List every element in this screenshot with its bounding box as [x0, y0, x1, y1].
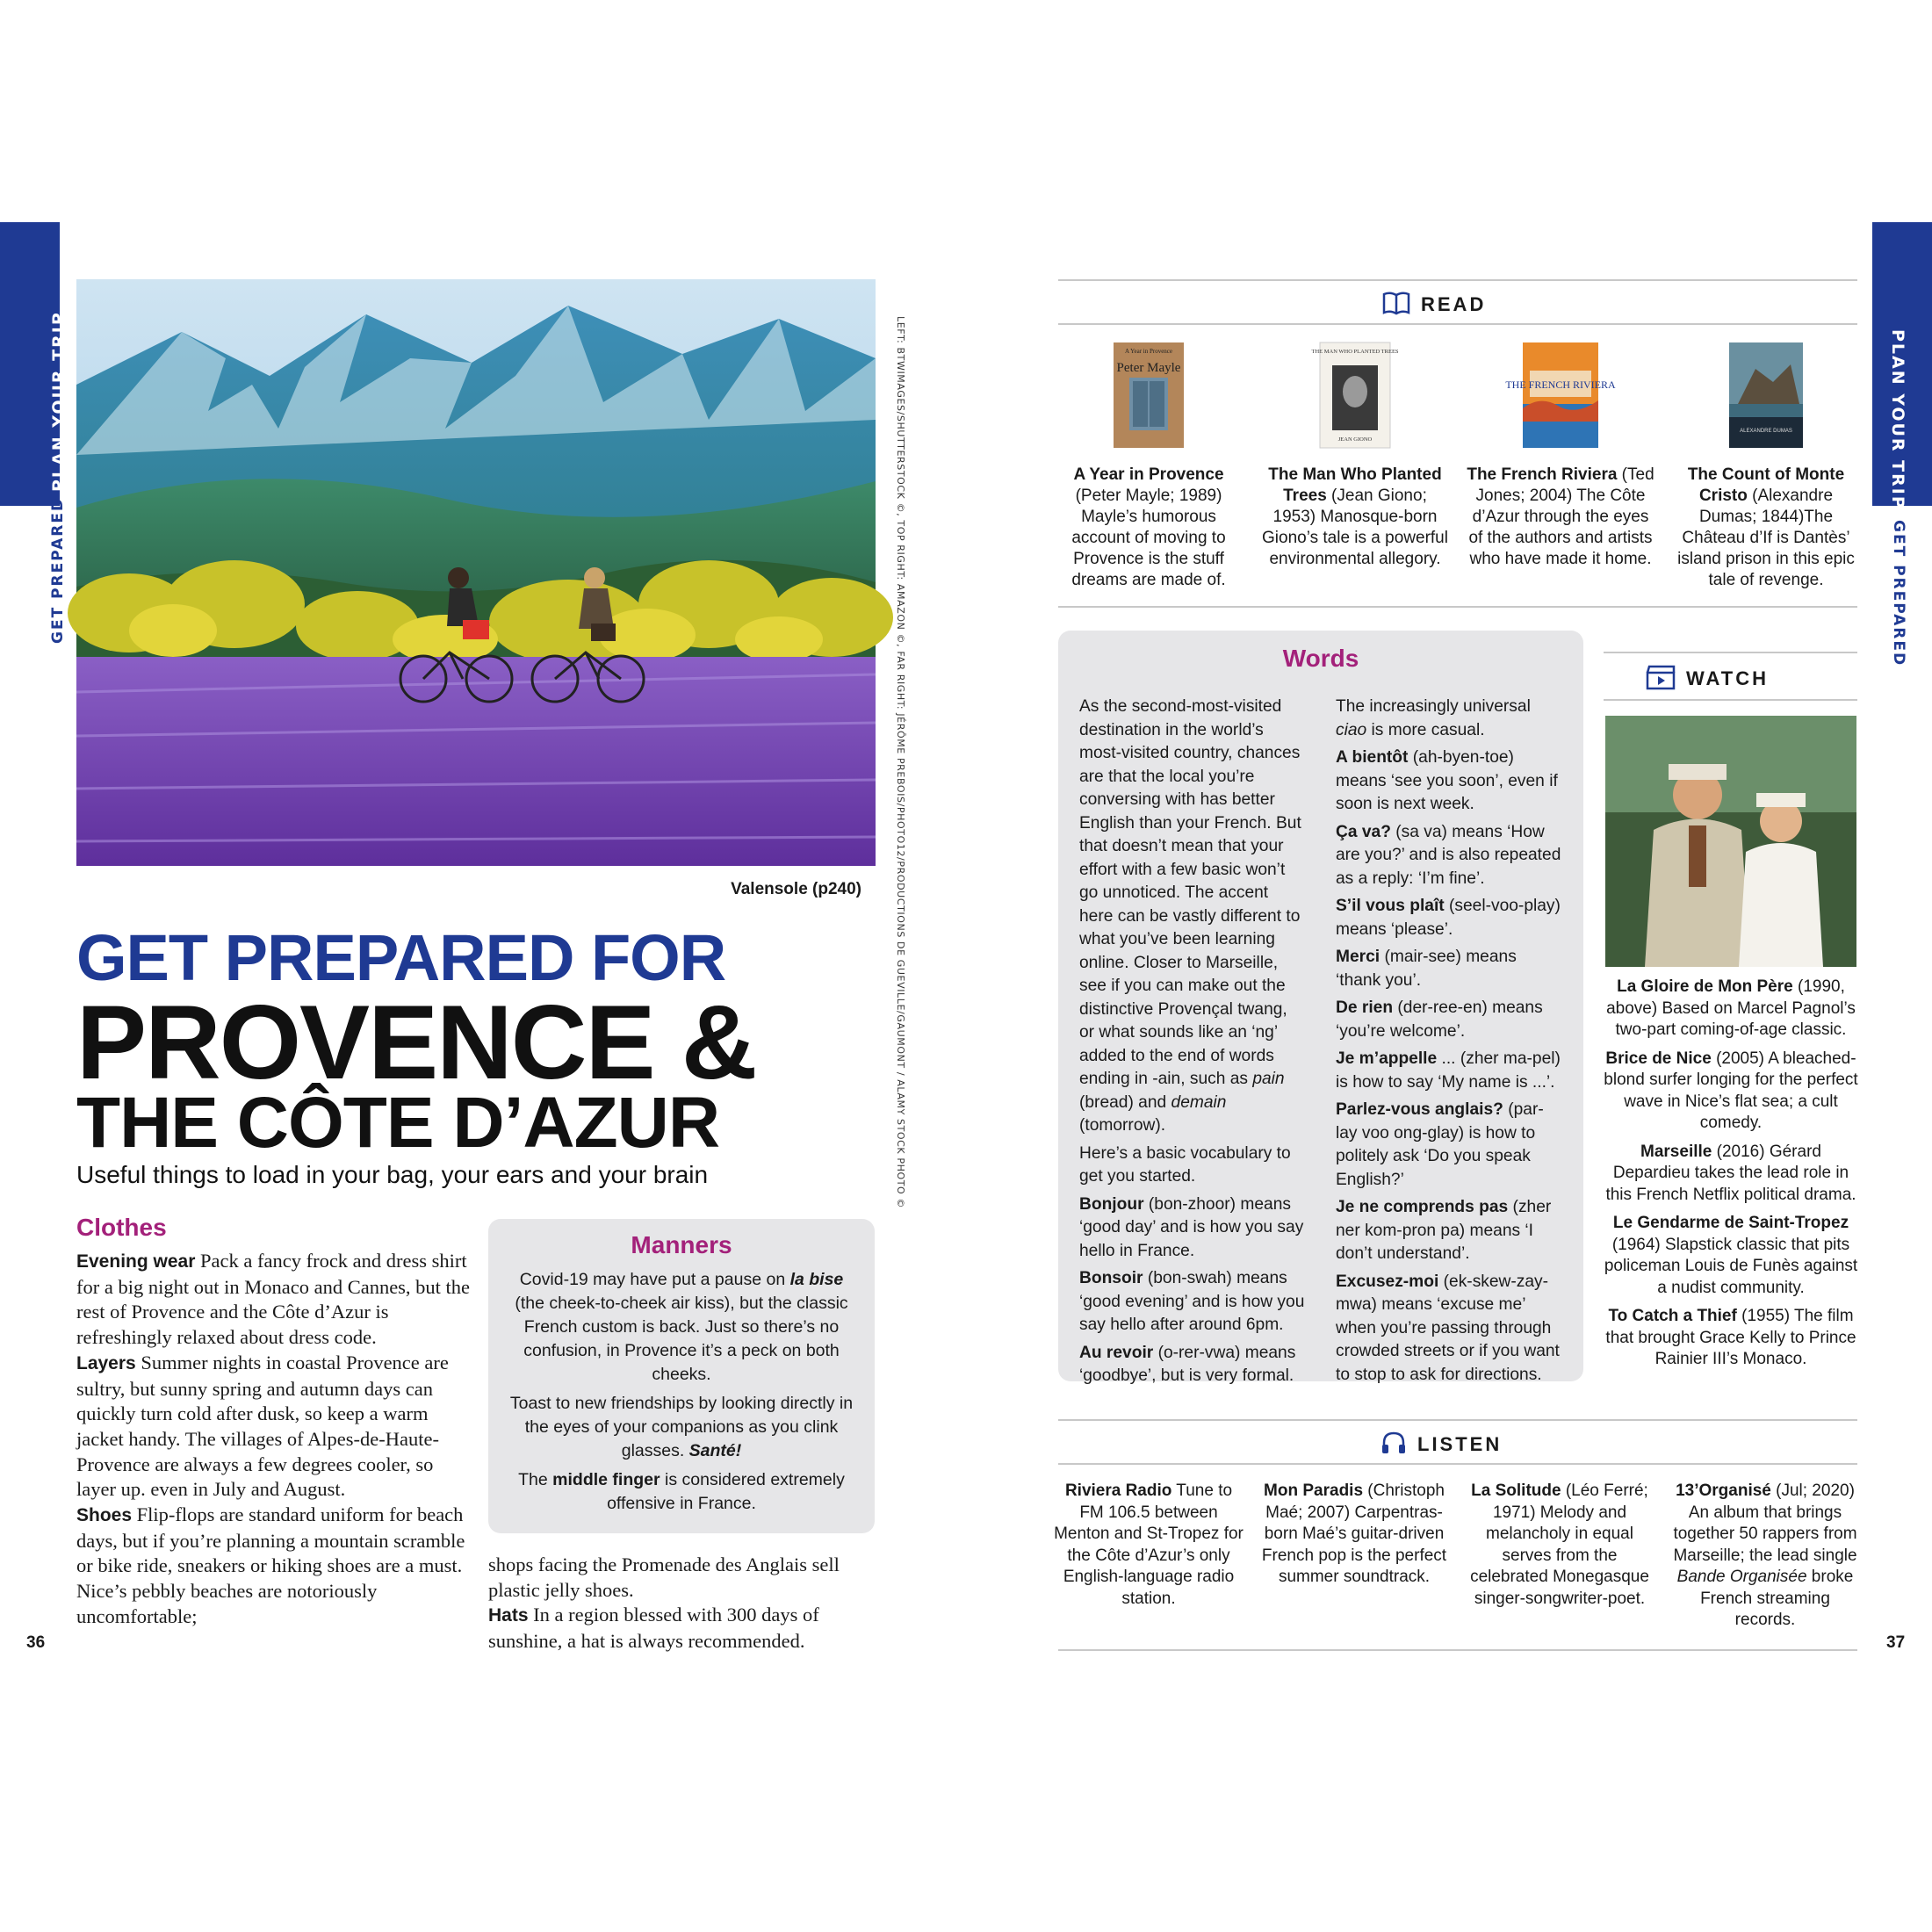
words-term: Bonjour — [1079, 1194, 1144, 1214]
watch-header — [1646, 664, 1769, 690]
headline-line-3: THE CÔTE D’AZUR — [76, 1083, 720, 1163]
words-term: A bientôt — [1336, 748, 1409, 767]
book-cover-text: Peter Mayle — [1116, 361, 1181, 375]
words-text: ... (zher ma-pel) is how to say ‘My name is ...’. — [1336, 1049, 1561, 1092]
listen-description: broke French streaming records. — [1700, 1568, 1854, 1629]
words-text: As the second-most-visited destination in the world’s most-visited country, chances are that the local you’re conversing with has better English than your French. But that doesn’t mean that your effort with a few basic won’t go unnoticed. The accent here can be vastly different to what you’ve been learning online. Closer to Marseille, see if you can make out the distinctive Provençal twang, or what sounds like an ‘ng’ added to the end of words ending in -ain, such as — [1079, 697, 1301, 1088]
book-title: A Year in Provence — [1073, 465, 1224, 484]
book-title: The Man Who Planted Trees — [1268, 465, 1442, 505]
book-cover-image — [1311, 342, 1399, 448]
read-rule-top — [1058, 279, 1857, 281]
clothes-text: Pack a fancy frock and dress shirt for a big night out in Monaco and Cannes, but the rest of Provence and the Côte d’Azur is refreshingly relaxed about dress code. — [76, 1250, 471, 1349]
clothes-term: Layers — [76, 1352, 136, 1373]
clothes-text: In a region blessed with 300 days of sunshine, a hat is always recommended. — [488, 1604, 819, 1653]
clothes-text: Flip-flops are standard uniform for beach days, but if you’re planning a mountain scramble or bike ride, sneakers or hiking shoes are a must. Nice’s pebbly beaches are notoriously uncomfortable; — [76, 1503, 465, 1627]
book-cover-image — [1729, 342, 1803, 448]
words-emphasis: ciao — [1336, 720, 1367, 739]
photo-caption: Valensole (p240) — [731, 880, 861, 898]
listen-item — [1669, 1481, 1862, 1632]
film-item — [1604, 1213, 1858, 1299]
listen-title-text: Riviera Radio — [1064, 1481, 1172, 1500]
words-title: Words — [1282, 645, 1359, 672]
film-description: (1955) The film that brought Grace Kelly to Prince Rainier III’s Monaco. — [1605, 1307, 1856, 1368]
side-tab-left-plan-label: PLAN YOUR TRIP — [49, 311, 68, 492]
listen-title-text: La Solitude — [1471, 1481, 1561, 1500]
words-text: Here’s a basic vocabulary to get you started. — [1079, 1143, 1291, 1186]
words-term: Merci — [1336, 948, 1381, 966]
book-cover-text: THE MAN WHO PLANTED TREES — [1311, 349, 1399, 355]
listen-item — [1258, 1481, 1451, 1589]
valensole-photo — [76, 279, 876, 866]
words-text: (o-rer-vwa) means ‘goodbye’, but is very formal. — [1079, 1343, 1296, 1385]
clapperboard-icon — [1646, 664, 1676, 690]
headline-subhead: Useful things to load in your bag, your ears and your brain — [76, 1161, 709, 1188]
words-text: (mair-see) means ‘thank you’. — [1336, 948, 1517, 990]
film-description: (1964) Slapstick classic that pits policeman Louis de Funès against a nudist community. — [1604, 1235, 1858, 1297]
book-description: (Ted Jones; 2004) The Côte d’Azur through the eyes of the authors and artists who have made it home. — [1468, 465, 1654, 568]
manners-text: is considered extremely offensive in France. — [607, 1470, 845, 1513]
words-term: Je m’appelle — [1336, 1049, 1438, 1068]
book-cover-text: ALEXANDRE DUMAS — [1740, 429, 1792, 434]
listen-title: LISTEN — [1417, 1433, 1503, 1455]
film-item — [1604, 1306, 1858, 1371]
side-tab-right-plan-label: PLAN YOUR TRIP — [1888, 329, 1907, 510]
book-cover-text: A Year in Provence — [1124, 348, 1173, 355]
words-term: Parlez-vous anglais? — [1336, 1100, 1503, 1119]
words-column-2 — [1336, 696, 1562, 1391]
read-header — [1382, 290, 1486, 316]
film-title: To Catch a Thief — [1608, 1307, 1737, 1325]
listen-rule-bottom — [1058, 1649, 1857, 1651]
read-rule-bottom — [1058, 606, 1857, 608]
watch-list — [1604, 977, 1858, 1378]
book-cover-text: THE FRENCH RIVIERA — [1505, 378, 1616, 391]
listen-title-text: Mon Paradis — [1264, 1481, 1364, 1500]
words-text: (bon-zhoor) means ‘good day’ and is how you say hello in France. — [1079, 1194, 1304, 1260]
words-text: (sa va) means ‘How are you?’ and is also repeated as a reply: ‘I’m fine’. — [1336, 822, 1561, 888]
clothes-body — [76, 1249, 472, 1630]
clothes-term: Hats — [488, 1605, 529, 1626]
manners-text: Toast to new friendships by looking directly in the eyes of your companions as you clink glasses. — [509, 1394, 854, 1460]
words-text: (der-ree-en) means ‘you’re welcome’. — [1336, 998, 1543, 1041]
words-term: Je ne comprends pas — [1336, 1198, 1509, 1216]
side-tab-left-section-label: GET PREPARED — [49, 496, 67, 644]
words-term: De rien — [1336, 998, 1394, 1017]
clothes-continued — [488, 1553, 875, 1654]
words-text: (ah-byen-toe) means ‘see you soon’, even if soon is next week. — [1336, 748, 1558, 813]
manners-body — [488, 1268, 875, 1516]
book-description: (Jean Giono; 1953) Manosque-born Giono’s tale is a powerful environmental allegory. — [1262, 487, 1448, 568]
film-item — [1604, 977, 1858, 1042]
clothes-title: Clothes — [76, 1214, 167, 1241]
book-cover-image — [1505, 342, 1616, 448]
manners-text: (the cheek-to-cheek air kiss), but the classic French custom is back. Just so there’s no confusion, in Provence it’s a peck on both cheeks. — [515, 1294, 848, 1384]
clothes-term: Shoes — [76, 1505, 133, 1526]
manners-emphasis: middle finger — [552, 1470, 660, 1489]
words-text: (tomorrow). — [1079, 1116, 1166, 1135]
film-title: La Gloire de Mon Père — [1617, 977, 1793, 996]
clothes-term: Evening wear — [76, 1251, 196, 1272]
clothes-text: shops facing the Promenade des Anglais sell plastic jelly shoes. — [488, 1554, 840, 1601]
words-term: Excusez-moi — [1336, 1272, 1439, 1291]
book-icon — [1382, 290, 1410, 316]
watch-title: WATCH — [1686, 667, 1770, 689]
manners-emphasis: Santé! — [688, 1441, 742, 1460]
page-number-left: 36 — [26, 1633, 46, 1652]
words-term: Ça va? — [1336, 822, 1391, 841]
headline-line-1: GET PREPARED FOR — [76, 921, 726, 994]
book-description: (Alexandre Dumas; 1844)The Château d’If is Dantès’ island prison in this epic tale of revenge. — [1677, 487, 1855, 589]
words-text: (par-lay voo ong-glay) is how to politely ask ‘Do you speak English?’ — [1336, 1100, 1544, 1189]
words-text: (bread) and — [1079, 1092, 1171, 1112]
film-item — [1604, 1142, 1858, 1207]
words-text: The increasingly universal — [1336, 697, 1531, 716]
book-cover-image — [1114, 342, 1184, 448]
film-title: Le Gendarme de Saint-Tropez — [1612, 1214, 1849, 1232]
manners-emphasis: la bise — [789, 1270, 844, 1289]
words-text: (zher ner kom-pron pa) means ‘I don’t understand’. — [1336, 1198, 1552, 1263]
listen-rule-mid — [1058, 1463, 1857, 1465]
watch-rule-top — [1604, 652, 1857, 653]
photo-credit: LEFT: BTWIMAGES/SHUTTERSTOCK ©, TOP RIGHT: AMAZON ©, FAR RIGHT: JÉRÔME PREBOIS/PHOTO12/PRODUCTIONS DE GUEVILLE/GAUMONT / ALAMY STOCK PHOTO © — [895, 316, 906, 1208]
headline-line-2: PROVENCE & — [76, 984, 756, 1101]
clothes-section — [76, 1214, 472, 1630]
listen-title-text: 13’Organisé — [1676, 1481, 1771, 1500]
words-emphasis: pain — [1252, 1070, 1285, 1088]
listen-description: (Christoph Maé; 2007) Carpentras-born Maé’s guitar-driven French pop is the perfect summer soundtrack. — [1261, 1481, 1447, 1586]
words-box — [1058, 631, 1583, 1385]
manners-text: Covid-19 may have put a pause on — [519, 1270, 790, 1289]
words-column-1 — [1079, 696, 1306, 1393]
words-term: S’il vous plaît — [1336, 897, 1445, 915]
listen-description: (Jul; 2020) An album that brings together 50 rappers from Marseille; the lead single — [1673, 1481, 1857, 1565]
words-text: (bon-swah) means ‘good evening’ and is how you say hello after around 6pm. — [1079, 1269, 1305, 1334]
listen-header — [1381, 1430, 1502, 1456]
manners-box — [488, 1219, 875, 1533]
read-book — [1467, 342, 1654, 570]
film-title: Marseille — [1640, 1142, 1712, 1161]
watch-film-still — [1605, 716, 1856, 967]
words-text: is more casual. — [1366, 720, 1485, 739]
book-description: (Peter Mayle; 1989) Mayle’s humorous account of moving to Provence is the stuff dreams are made of. — [1071, 487, 1226, 589]
side-tab-right-section-label: GET PREPARED — [1890, 520, 1907, 667]
read-title: READ — [1421, 293, 1487, 315]
listen-rule-top — [1058, 1419, 1857, 1421]
film-description: (2005) A bleached-blond surfer longing for the perfect wave in Nice’s flat sea; a cult comedy. — [1604, 1049, 1858, 1132]
words-text: (seel-voo-play) means ‘please’. — [1336, 897, 1561, 939]
manners-title: Manners — [631, 1231, 732, 1258]
listen-emphasis: Bande Organisée — [1676, 1568, 1807, 1586]
clothes-text: Summer nights in coastal Provence are sultry, but sunny spring and autumn days can quickly turn cold after dusk, so keep a warm jacket handy. The villages of Alpes-de-Haute-Provence are always a few degrees cooler, so layer up. even in July and August. — [76, 1351, 449, 1501]
headphones-icon — [1381, 1430, 1407, 1456]
film-description: (1990, above) Based on Marcel Pagnol’s two-part coming-of-age classic. — [1606, 977, 1856, 1039]
words-term: Bonsoir — [1079, 1269, 1143, 1287]
film-item — [1604, 1049, 1858, 1135]
listen-item — [1463, 1481, 1656, 1610]
book-title: The Count of Monte Cristo — [1687, 465, 1845, 505]
page-number-right: 37 — [1886, 1633, 1906, 1652]
manners-text: The — [518, 1470, 553, 1489]
read-book — [1261, 342, 1449, 570]
listen-item — [1052, 1481, 1245, 1610]
book-cover-text: JEAN GIONO — [1337, 436, 1373, 443]
words-term: Au revoir — [1079, 1343, 1154, 1362]
listen-description: (Léo Ferré; 1971) Melody and melancholy in equal serves from the celebrated Monegasque singer-songwriter-poet. — [1470, 1481, 1649, 1608]
book-title: The French Riviera — [1467, 465, 1618, 484]
read-book — [1672, 342, 1860, 591]
listen-description: Tune to FM 106.5 between Menton and St-Tropez for the Côte d’Azur’s only English-language radio station. — [1054, 1481, 1244, 1608]
film-title: Brice de Nice — [1605, 1049, 1712, 1068]
film-description: (2016) Gérard Depardieu takes the lead role in this French Netflix political drama. — [1605, 1142, 1856, 1204]
words-text: (ek-skew-zay-mwa) means ‘excuse me’ when you’re passing through crowded streets or if you want to stop to ask for directions. — [1336, 1272, 1560, 1384]
watch-rule-mid — [1604, 699, 1857, 701]
words-emphasis: demain — [1171, 1092, 1227, 1112]
read-book — [1055, 342, 1243, 591]
read-rule-mid — [1058, 323, 1857, 325]
